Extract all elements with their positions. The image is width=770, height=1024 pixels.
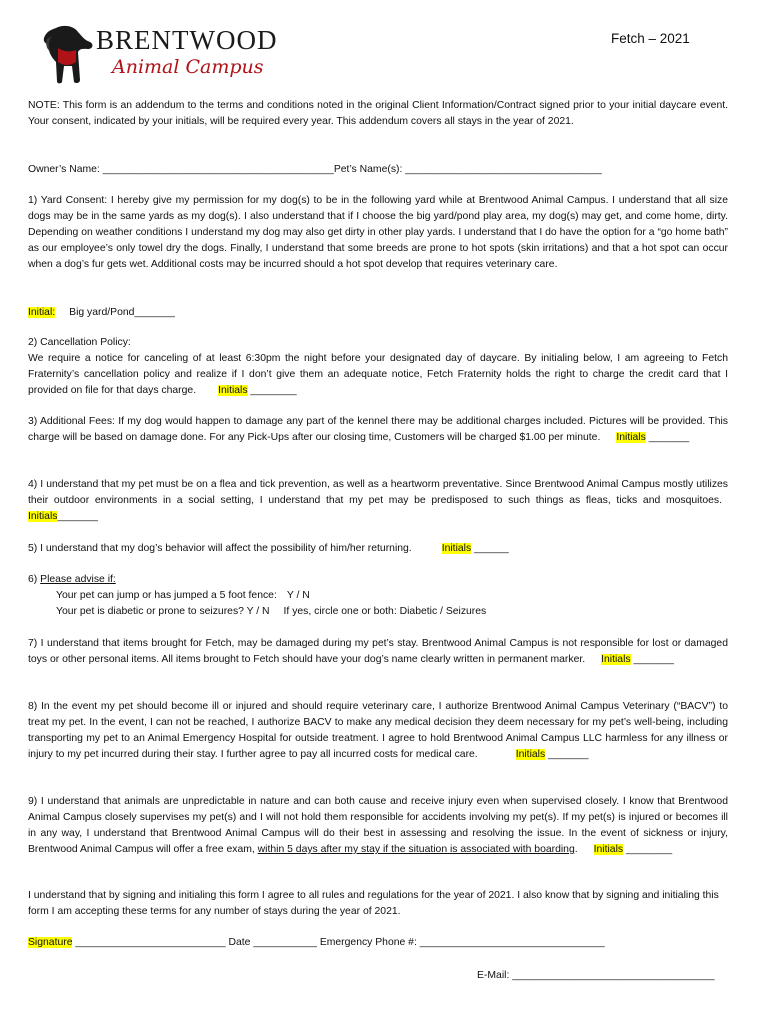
section-6-title-line xyxy=(28,572,728,588)
section-2-title: 2) Cancellation Policy: xyxy=(28,337,131,348)
diabetic-question xyxy=(28,604,728,620)
initials-label: Initials xyxy=(515,749,546,760)
behavior-initials-field[interactable]: ______ xyxy=(471,543,509,554)
initials-label: Initials xyxy=(28,511,58,522)
diabetic-question-text[interactable]: Your pet is diabetic or prone to seizures? Y / N xyxy=(56,606,270,617)
flea-initials-field[interactable]: _______ xyxy=(57,511,98,522)
initials-label: Initials xyxy=(593,844,624,855)
section-3-body: 3) Additional Fees: If my dog would happen to damage any part of the kennel there may be additional charges included. Pictures will be provided. This charge will be based on damage done. For any Pick-Ups after our closing time, Customers will be charged $1.00 per minute. xyxy=(28,416,728,443)
document-tag: Fetch – 2021 xyxy=(611,31,690,46)
section-8-veterinary-care xyxy=(28,699,728,763)
vet-care-initials-field[interactable]: _______ xyxy=(545,749,589,760)
fees-initials-field[interactable]: _______ xyxy=(645,432,690,443)
section-9-period: . xyxy=(574,844,578,855)
section-7-body: 7) I understand that items brought for Fetch, may be damaged during my pet’s stay. Brentwood Animal Campus is not responsible for lost or damaged toys or other personal items. All items brought to Fetch should have your dog’s name clearly written in permanent marker. xyxy=(28,638,728,665)
section-5-behavior xyxy=(28,541,728,557)
logo-brand-name: BRENTWOOD xyxy=(96,25,278,55)
items-initials-field[interactable]: _______ xyxy=(630,654,674,665)
signature-line xyxy=(28,935,728,951)
logo-brand-subtitle: Animal Campus xyxy=(112,56,264,78)
dog-icon xyxy=(38,22,98,86)
section-2-body: We require a notice for canceling of at least 6:30pm the night before your designated day of daycare. By initialing below, I am agreeing to Fetch Fraternity’s cancellation policy and realize if I don’t give them an adequate notice, Fetch Fraternity holds the right to charge the credit card that I provided on file for that days charge. xyxy=(28,353,728,396)
big-yard-initial-field[interactable]: Big yard/Pond_______ xyxy=(69,307,175,318)
email-label: E-Mail: xyxy=(477,970,513,981)
section-3-additional-fees xyxy=(28,414,728,446)
initials-label: Initials xyxy=(616,432,646,443)
section-6-title: Please advise if: xyxy=(40,574,116,585)
fence-question xyxy=(28,588,728,604)
diabetic-seizure-choice[interactable]: If yes, circle one or both: Diabetic / Seizures xyxy=(283,606,487,617)
section-5-body: 5) I understand that my dog’s behavior will affect the possibility of him/her returning. xyxy=(28,543,412,554)
section-1-initial-line xyxy=(28,305,728,321)
section-8-body: 8) In the event my pet should become ill or injured and should require veterinary care, I authorize Brentwood Animal Campus Veterinary (“BACV”) to treat my pet. In the event, I can not be reached, I authorize BACV to make any medical decision they deem necessary for my pet’s well-being, including transporting my pet to an Animal Emergency Hospital for outside treatment. I agree to hold Brentwood Animal Campus LLC harmless for any illness or injury to my pet incurred during their stay. I further agree to pay all incurred costs for medical care. xyxy=(28,701,728,760)
cancellation-initials-field[interactable]: ________ xyxy=(247,385,297,396)
pet-name-field[interactable]: __________________________________ xyxy=(405,164,602,175)
agreement-paragraph: I understand that by signing and initialing this form I agree to all rules and regulations for the year of 2021. I also know that by signing and initialing this form I am accepting these terms for any number of stays during the year of 2021. xyxy=(28,890,719,917)
section-9-underlined: within 5 days after my stay if the situation is associated with boarding xyxy=(257,844,575,855)
note-paragraph: NOTE: This form is an addendum to the terms and conditions noted in the original Client Information/Contract signed prior to your initial daycare event. Your consent, indicated by your initials, will be required every year. This addendum covers all stays in the year of 2021. xyxy=(28,100,728,127)
brentwood-logo xyxy=(38,22,278,86)
fence-yes-no[interactable]: Y / N xyxy=(286,590,310,601)
initials-label: Initials xyxy=(218,385,248,396)
email-field[interactable]: ___________________________________ xyxy=(512,970,715,981)
pet-name-label: Pet’s Name(s): xyxy=(333,164,406,175)
emergency-phone-field[interactable]: ________________________________ xyxy=(419,937,605,948)
emergency-phone-label: Emergency Phone #: xyxy=(319,937,420,948)
section-2-text xyxy=(28,351,728,399)
section-4-flea-tick xyxy=(28,477,728,525)
section-9-injury xyxy=(28,794,728,858)
date-label: Date xyxy=(228,937,251,948)
signature-field[interactable]: __________________________ xyxy=(72,937,229,948)
section-6-please-advise xyxy=(28,572,728,620)
initials-label: Initials xyxy=(601,654,631,665)
owner-name-field[interactable]: ________________________________________ xyxy=(102,164,334,175)
date-field[interactable]: ___________ xyxy=(250,937,320,948)
section-4-body: 4) I understand that my pet must be on a flea and tick prevention, as well as a heartworm preventative. Since Brentwood Animal Campus mostly utilizes their outdoor environments in a social setting, I understand that my pet may be predisposed to such things as fleas, ticks and mosquitoes. xyxy=(28,479,728,506)
injury-initials-field[interactable]: ________ xyxy=(623,844,673,855)
section-1-yard-consent: 1) Yard Consent: I hereby give my permission for my dog(s) to be in the following yard while at Brentwood Animal Campus. I understand that all size dogs may be in the same yards as my dog(s). I also understand that if I choose the big yard/pond play area, my dog(s) may get, and come home, dirty. Depending on weather conditions I understand my dog may also get dirty in other play yards. I understand that I do have the option for a “go home bath” as our employee’s only towel dry the dogs. Finally, I understand that some breeds are prone to hot spots (skin irritations) and that a hot spot can occur when a dog’s fur gets wet. Additional costs may be incurred should a hot spot develop that requires veterinary care. xyxy=(28,195,728,270)
signature-label: Signature xyxy=(28,937,73,948)
owner-pet-line xyxy=(28,162,728,178)
email-line xyxy=(477,968,714,984)
fence-question-text: Your pet can jump or has jumped a 5 foot fence: xyxy=(56,590,277,601)
section-2-cancellation xyxy=(28,335,728,399)
initial-label: Initial: xyxy=(28,307,56,318)
initials-label: Initials xyxy=(441,543,472,554)
section-9-body: 9) I understand that animals are unpredictable in nature and can both cause and receive injury even when supervised closely. I know that Brentwood Animal Campus closely supervises my pet(s) and I will not hold them responsible for accidents involving my pet(s). If my pet(s) is injured or becomes ill in any way, I understand that Brentwood Animal Campus will do their best in assessing and resolving the issue. In the event of sickness or injury, Brentwood Animal Campus will offer a free exam, xyxy=(28,796,728,855)
owner-name-label: Owner’s Name: xyxy=(28,164,103,175)
section-6-number: 6) xyxy=(28,574,41,585)
section-7-personal-items xyxy=(28,636,728,668)
